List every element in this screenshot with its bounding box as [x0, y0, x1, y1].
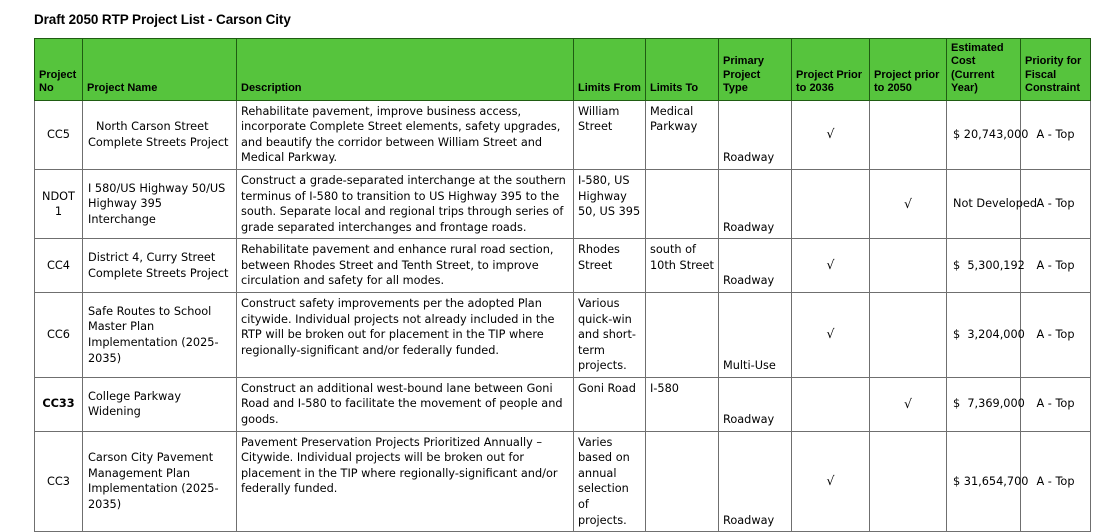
cell-project-prior-2050 [870, 377, 947, 431]
cell-limits-to: Medical Parkway [646, 100, 719, 169]
check-icon: √ [826, 126, 835, 142]
table-row [35, 239, 1091, 293]
check-icon: √ [826, 257, 835, 273]
check-icon: √ [904, 195, 912, 211]
cell-primary-project-type: Roadway [719, 239, 792, 293]
cell-estimated-cost: $ 7,369,000 [947, 377, 1021, 431]
cell-project-prior-2036 [792, 377, 870, 431]
cell-project-name: College Parkway Widening [83, 377, 237, 431]
cell-project-prior-2050 [870, 100, 947, 169]
column-header-project-no: Project No [35, 39, 83, 101]
cell-priority: A - Top [1021, 292, 1091, 377]
cell-project-name: North Carson Street Complete Streets Project [83, 100, 237, 169]
cell-project-name: Carson City Pavement Management Plan Implementation (2025-2035) [83, 431, 237, 531]
column-header-limits-to: Limits To [646, 39, 719, 101]
table-row [35, 169, 1091, 238]
table-header [35, 39, 1091, 101]
cell-project-no: NDOT 1 [35, 169, 83, 238]
cell-estimated-cost: Not Developed [947, 169, 1021, 238]
cell-limits-to: I-580 [646, 377, 719, 431]
cell-estimated-cost: $ 5,300,192 [947, 239, 1021, 293]
page-title: Draft 2050 RTP Project List - Carson City [34, 12, 291, 27]
cell-description: Construct a grade-separated interchange at the southern terminus of I-580 to transition to US Highway 395 to the south. Separate local and regional trips through series of grade separated interchanges and frontage roads. [237, 169, 574, 238]
column-header-project-name: Project Name [83, 39, 237, 101]
cell-limits-from: William Street [574, 100, 646, 169]
cell-limits-to [646, 169, 719, 238]
table-header-row [35, 39, 1091, 101]
cell-estimated-cost: $ 20,743,000 [947, 100, 1021, 169]
cell-priority: A - Top [1021, 377, 1091, 431]
cell-primary-project-type: Roadway [719, 169, 792, 238]
cell-description: Pavement Preservation Projects Prioritized Annually – Citywide. Individual projects will be broken out for placement in the TIP where regionally-significant and/or federally funded. [237, 431, 574, 531]
cell-project-prior-2050 [870, 169, 947, 238]
cell-project-no: CC4 [35, 239, 83, 293]
check-icon: √ [904, 395, 912, 411]
cell-estimated-cost: $ 31,654,700 [947, 431, 1021, 531]
cell-project-prior-2050 [870, 431, 947, 531]
cell-project-no: CC33 [35, 377, 83, 431]
cell-priority: A - Top [1021, 239, 1091, 293]
cell-primary-project-type: Multi-Use [719, 292, 792, 377]
cell-project-prior-2036 [792, 431, 870, 531]
cell-project-name: I 580/US Highway 50/US Highway 395 Interchange [83, 169, 237, 238]
column-header-limits-from: Limits From [574, 39, 646, 101]
cell-priority: A - Top [1021, 100, 1091, 169]
cell-project-no: CC6 [35, 292, 83, 377]
table-row [35, 431, 1091, 531]
column-header-project-prior-2036: Project Prior to 2036 [792, 39, 870, 101]
cell-primary-project-type: Roadway [719, 377, 792, 431]
cell-description: Rehabilitate pavement, improve business access, incorporate Complete Street elements, safety upgrades, and beautify the corridor between William Street and Medical Parkway. [237, 100, 574, 169]
table-row [35, 377, 1091, 431]
table-body [35, 100, 1091, 531]
cell-limits-to [646, 431, 719, 531]
column-header-priority: Priority for Fiscal Constraint [1021, 39, 1091, 101]
cell-limits-from: Various quick-win and short-term projects. [574, 292, 646, 377]
cell-description: Construct an additional west-bound lane between Goni Road and I-580 to facilitate the movement of people and goods. [237, 377, 574, 431]
cell-project-prior-2050 [870, 239, 947, 293]
cell-project-name: Safe Routes to School Master Plan Implementation (2025-2035) [83, 292, 237, 377]
column-header-project-prior-2050: Project prior to 2050 [870, 39, 947, 101]
check-icon: √ [826, 326, 835, 342]
cell-priority: A - Top [1021, 431, 1091, 531]
cell-project-name: District 4, Curry Street Complete Streets Project [83, 239, 237, 293]
column-header-estimated-cost: Estimated Cost (Current Year) [947, 39, 1021, 101]
cell-limits-to: south of 10th Street [646, 239, 719, 293]
project-list-table-container [34, 38, 1090, 532]
cell-description: Construct safety improvements per the adopted Plan citywide. Individual projects not already included in the RTP will be broken out for placement in the TIP where regionally-significant and/or federally funded. [237, 292, 574, 377]
cell-project-prior-2036 [792, 292, 870, 377]
cell-primary-project-type: Roadway [719, 431, 792, 531]
check-icon: √ [826, 472, 835, 488]
cell-priority: A - Top [1021, 169, 1091, 238]
project-list-table [34, 38, 1091, 532]
cell-estimated-cost: $ 3,204,000 [947, 292, 1021, 377]
cell-project-no: CC3 [35, 431, 83, 531]
cell-project-prior-2036 [792, 239, 870, 293]
cell-primary-project-type: Roadway [719, 100, 792, 169]
table-row [35, 292, 1091, 377]
cell-project-no: CC5 [35, 100, 83, 169]
column-header-description: Description [237, 39, 574, 101]
cell-limits-from: Rhodes Street [574, 239, 646, 293]
cell-project-prior-2036 [792, 100, 870, 169]
cell-limits-from: Varies based on annual selection of projects. [574, 431, 646, 531]
cell-project-prior-2036 [792, 169, 870, 238]
cell-description: Rehabilitate pavement and enhance rural road section, between Rhodes Street and Tenth Street, to improve circulation and safety for all modes. [237, 239, 574, 293]
cell-limits-from: Goni Road [574, 377, 646, 431]
cell-project-prior-2050 [870, 292, 947, 377]
cell-limits-to [646, 292, 719, 377]
table-row [35, 100, 1091, 169]
cell-limits-from: I-580, US Highway 50, US 395 [574, 169, 646, 238]
column-header-primary-project-type: Primary Project Type [719, 39, 792, 101]
